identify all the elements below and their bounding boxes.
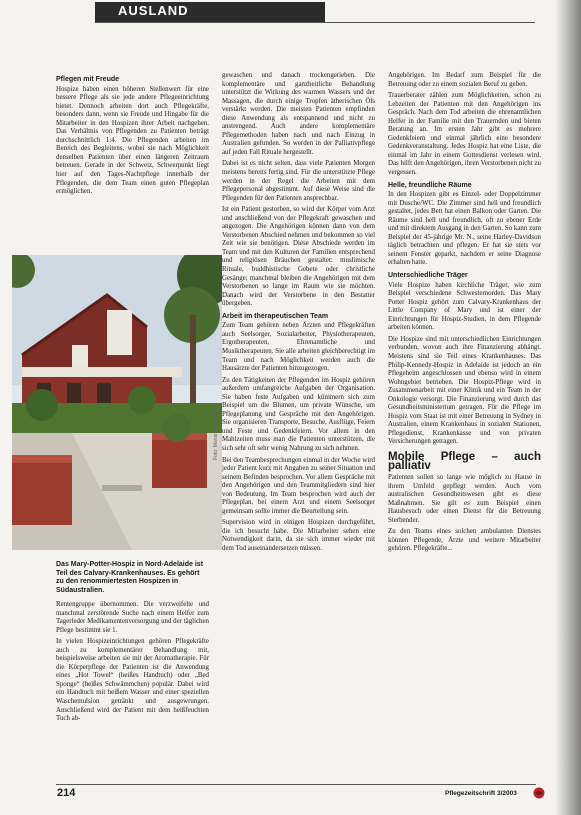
column-1 [56, 72, 209, 200]
heading-pflegen: Pflegen mit Freude [56, 76, 120, 83]
building-illustration [12, 255, 222, 550]
paragraph: Dabei ist es nicht selten, dass viele Patienten Morgen meistens bereits fertig sind. Für die unterstützte Pflege werden in der Regel die Arbeiten mit dem Pflegepersonal abgestimmt. Auf diese Weise sind die Pflegenden für den Patienten ansprechbar. [222, 160, 375, 202]
paragraph: Ist ein Patient gestorben, so wird der Körper vom Arzt und anschließend von der Pflegekraft gewaschen und angezogen. Die Angehörigen können dann von dem Verstorbenen Abschied nehmen und bekommen so viel Zeit wie sie benötigen. Diese Abschiede werden im Team und mit den Kulturen der Familien entsprechend und religiösen Bräuchen gestaltet: muslimische Rituale, buddhistische Gebete oder christliche Gesänge; manchmal bleiben die Angehörigen mit dem Verstorbenen so lange im Raum wie sie möchten. Danach wird der Verstorbene in den Bestatter übergeben. [222, 206, 375, 308]
paragraph: Zu den Teams eines solchen ambulanten Dienstes können Pflegende, Ärzte und weitere Mitarbeiter gehören. Pflegekräfte... [388, 528, 541, 553]
heading-team: Arbeit im therapeutischen Team [222, 312, 329, 320]
rose-logo-icon [532, 787, 546, 799]
page-edge-shadow [555, 0, 581, 815]
heading-traeger: Unterschiedliche Träger [388, 272, 468, 280]
paragraph: Angehörigen. Im Bedarf zum Beispiel für die Betreuung oder zu einem sozialen Beruf zu geben. [388, 72, 541, 88]
photo-caption: Das Mary-Potter-Hospiz in Nord-Adelaide ist Teil des Calvary-Krankenhauses. Es gehört zu den renommiertesten Hospizen in Südaustralien. [56, 561, 204, 594]
heading-raeume: Helle, freundliche Räume [388, 181, 472, 189]
paragraph: Die Hospize sind mit unterschiedlichen Einrichtungen verbunden, wovon auch ihre Finanzierung abhängt. Meistens sind sie Teil eines Krankenhauses. Das Philip-Kennedy-Hospiz in Adelaide ist jedoch an ein Pflegeheim angeschlossen und ebenso wird in einem Wohngebiet betrieben. Die Hospiz-Pflege wird in Zusammenarbeit mit einer Klinik und ein Team in der Onkologie versorgt. Die Finanzierung wird durch das Gesundheitsministerium getragen. Für die Pflege im Hospiz vom Staat ist mit einer Betreuung in Sydney in Australien, einem Krankenhaus in sozialen Stationen, Pflegedienst, Krankenkasse und von privaten Versicherungen getragen. [388, 335, 541, 446]
column-1-lower [56, 601, 209, 724]
paragraph: In den Hospizen gibt es Einzel- oder Doppelzimmer mit Dusche/WC. Die Zimmer sind hell und freundlich gestaltet, jedes Bett hat einen Balkon oder Garten. Die Räume sind hell und freundlich, oft zu ebener Erde und mit direktem Ausgang in den Garten. So kann zum Beispiel der 45-jährige Mr. N., seine Harley-Davidson täglich betrachten und pflegen. Er hat sie stets vor seinem Fenster geparkt, nachdem er seine Diagnose erhalten hatte. [388, 191, 541, 267]
section-label: AUSLAND [118, 3, 189, 18]
paragraph: Patienten sollen so lange wie möglich zu Hause in ihrem Umfeld gepflegt werden. Auch vom australischen Gesundheitswesen gibt es diese Maßnahmen. Sie gilt es zum Beispiel einen Hausbesuch oder einen Dienst für die Betreuung Sterbender. [388, 474, 541, 524]
paragraph: Bei den Teambesprechungen einmal in der Woche wird jeder Patient kurz mit Angaben zu seiner Situation und seinem Befinden besprochen. Vor allem Gespräche mit den Angehörigen und den Teammitgliedern sind hier von Bedeutung. Im Team besprochen wird auch der Pflegeplan, bei einem Arzt und einem Seelsorger gemeinsam sollte immer die Beurteilung sein. [222, 456, 375, 515]
paragraph: Supervision wird in einigen Hospizen durchgeführt, die ich besucht habe. Die Mitarbeiter sehen eine Notwendigkeit darin, da sie sich immer wieder mit dem Tod auseinandersetzen müssen. [222, 519, 375, 552]
hospice-photo [12, 255, 222, 550]
footer-rule [56, 784, 536, 785]
header-rule [95, 22, 535, 23]
photo-credit: Foto: Marianne Schwarz [213, 405, 219, 460]
paragraph: Hospize haben einen höheren Stellenwert für eine bessere Pflege als sie jede andere Pflegeeinrichtung bietet. Dennoch arbeiten dort auch Pflegekräfte, besonders dann, wenn sie Freude und Hingabe für die Mitarbeiter in den Hospizen ihrer Arbeit nachgehen. Das Verhältnis von Pflegenden zu Patienten beträgt durchschnittlich 1:4. Die Pflegenden arbeiten im Bereich des Begleitens, wobei sie nach Möglichkeit denselben Patienten über einen längeren Zeitraum betreuen. Gerade in der Schweiz, Schwerpunkt liegt hier auf den Tages-Nachtpflege innerhalb der Pflegenden, die dem Team einen guten Pflegeplan ermöglichen. [56, 85, 209, 196]
journal-name: Pflegezeitschrift 3/2003 [445, 790, 517, 797]
paragraph: Zu den Tätigkeiten der Pflegenden im Hospiz gehören außerdem umfangreiche Aufgaben der Organisation. Sie haben feste Aufgaben und kümmern sich zum Beispiel um die Blumen, um private Wünsche, um Pflegeplanung und Gespräche mit den Angehörigen. Sie organisieren Transporte, Besuche, Ausflüge, Feiern und Feste und Gedenkfeiern. Vor allem in den Mahlzeiten muss man die Patienten unterstützen, die sich sehr oft sehr wenig Nahrung zu sich nehmen. [222, 376, 375, 452]
page-header [0, 0, 581, 28]
paragraph: Trauerberater zählen zum Möglichkeiten, schon zu Lebzeiten der Patienten mit den Angehörigen ins Gespräch. Nach dem Tod arbeiten die ehrenamtlichen Helfer in der Familie mit den Trauernden und bieten Beratung an. Im ersten Jahr gibt es mehrere Gedenkfeiern und einmal jährlich eine besondere Gedenkveranstaltung. Jedes Hospiz hat eine Liste, die einmal im Jahr in einem Gottesdienst verlesen wird. Das hilft den Angehörigen, ihren Verstorbenen nicht zu vergessen. [388, 92, 541, 177]
paragraph: In vielen Hospizeinrichtungen gehören Pflegekräfte auch zu komplementärer Behandlung mit, beispielsweise arbeiten sie mit der Aromatherapie. Für die Körperpflege der Patienten ist die Anwendung eines „Hot Towel“ (heißes Handtuch) oder „Bed Sponge“ (heißes Schwämmchen) populär. Dabei wird ein Handtuch mit heißem Wasser und einer speziellen Waschemulsion getränkt und ausgewrungen. Anschließend wird der Patient mit dem heißfeuchten Tuch ab- [56, 638, 209, 723]
page-number: 214 [57, 787, 76, 799]
paragraph: gewaschen und danach trockengerieben. Die komplementäre und ganzheitliche Behandlung unterstützt die Wirkung des warmen Wassers und der Massagen, die durch einige Tropfen ätherischen Öls verstärkt werden. Die meisten Patienten empfinden diese Anwendung als entspannend und nicht zu anstrengend. Auch andere komplementäre Pflegemethoden haben nach und nach Einzug in Australien gefunden. So werden in der Palliativpflege auf jeden Fall Rituale hergestellt. [222, 72, 375, 156]
heading-mobile-pflege: Mobile Pflege – auch palliativ [388, 450, 541, 472]
paragraph: Viele Hospize haben kirchliche Träger, wie zum Beispiel verschiedene Schwesternorden. Das Mary Potter Hospiz gehört zum Calvary-Krankenhaus der Little Company of Mary und ist einer der Einrichtungen für Hospiz-Studien, in dem Pflegende arbeiten können. [388, 281, 541, 332]
paragraph: Zum Team gehören neben Ärzten und Pflegekräften auch Seelsorger, Sozialarbeiter, Physiotherapeuten, Ergotherapeuten, Ehrenamtliche und Musiktherapeuten. Sie alle arbeiten gleichberechtigt im Team und nach Möglichkeit werden auch die Hausärzte der Patienten hinzugezogen. [222, 322, 375, 373]
column-3 [388, 72, 541, 557]
paragraph: Rentengruppe übernommen. Die verzweifelte und manchmal zerstörende Suche nach einem Helfer zum Tagerleder Medikamentenversorgung und der täglichen Pflege bestimmt sie 1. [56, 601, 209, 634]
column-2 [222, 72, 375, 557]
